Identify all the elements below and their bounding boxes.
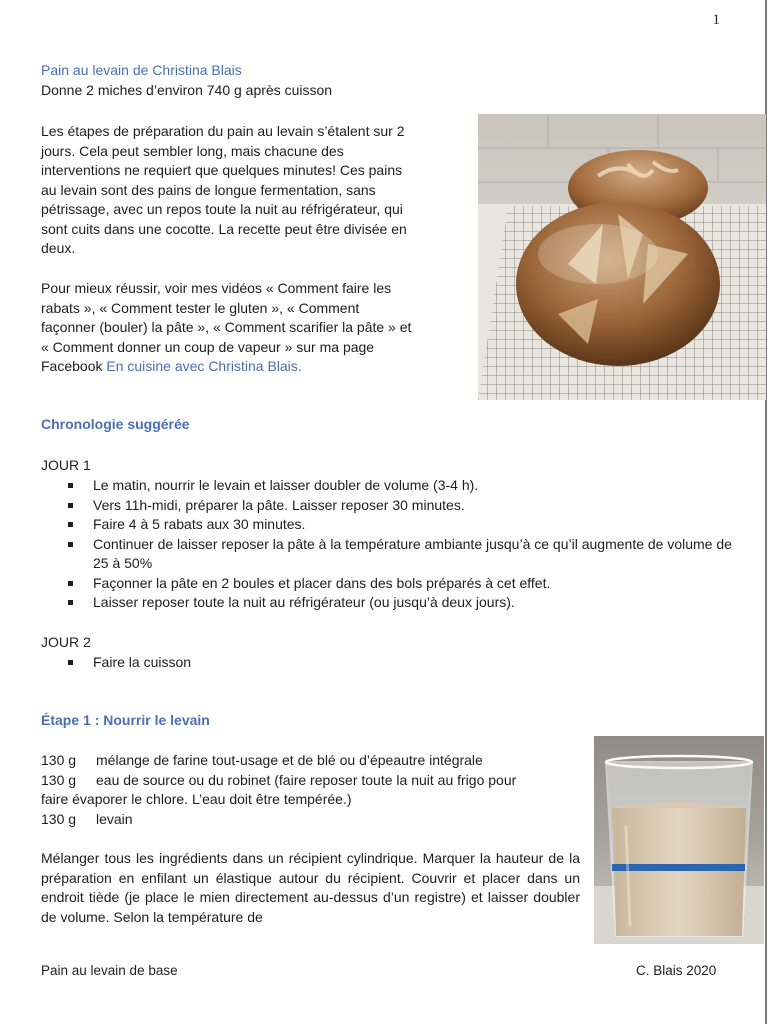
levain-jar-photo bbox=[594, 736, 764, 944]
ingredient-quantity: 130 g bbox=[41, 771, 77, 788]
day-2-label: JOUR 2 bbox=[41, 634, 91, 650]
intro-line: interventions ne requiert que quelques minutes! Ces pains bbox=[41, 162, 403, 178]
intro-line: au levain sont des pains de longue fermentation, sans bbox=[41, 181, 376, 198]
intro-line: deux. bbox=[41, 240, 76, 256]
list-item bbox=[0, 593, 733, 613]
intro-line: jours. Cela peut sembler long, mais chacune des bbox=[41, 142, 344, 159]
list-item bbox=[0, 515, 733, 535]
facebook-page-link[interactable]: En cuisine avec Christina Blais. bbox=[106, 358, 302, 374]
step-text: Faire 4 à 5 rabats aux 30 minutes. bbox=[93, 516, 306, 532]
step-text: Vers 11h-midi, préparer la pâte. Laisser reposer 30 minutes. bbox=[93, 496, 465, 513]
list-item bbox=[0, 653, 733, 673]
videos-line: « Comment donner un coup de vapeur » sur ma page bbox=[41, 338, 375, 355]
list-item bbox=[0, 574, 733, 594]
ingredient-list bbox=[41, 751, 581, 829]
step-text: Le matin, nourrir le levain et laisser doubler de volume (3-4 h). bbox=[93, 477, 479, 493]
intro-line: sont cuits dans une cocotte. La recette peut être divisée en bbox=[41, 220, 407, 237]
ingredient-row bbox=[41, 810, 581, 830]
intro-line: pétrissage, avec un repos toute la nuit au réfrigérateur, qui bbox=[41, 201, 403, 217]
ingredient-quantity: 130 g bbox=[41, 752, 77, 768]
ingredient-quantity: 130 g bbox=[41, 810, 77, 827]
day-1-label: JOUR 1 bbox=[41, 457, 91, 473]
ingredient-row bbox=[41, 771, 581, 791]
videos-line-prefix: Facebook bbox=[41, 358, 107, 374]
step-text: Façonner la pâte en 2 boules et placer dans des bols préparés à cet effet. bbox=[93, 574, 551, 591]
day-2-steps bbox=[0, 653, 733, 673]
bullet-square-icon bbox=[68, 483, 73, 488]
list-item bbox=[0, 535, 733, 574]
videos-paragraph bbox=[41, 279, 473, 377]
bullet-square-icon bbox=[68, 522, 73, 527]
intro-paragraph bbox=[41, 122, 473, 259]
videos-line: façonner (bouler) la pâte », « Comment scarifier la pâte » et bbox=[41, 319, 412, 335]
step-text: Laisser reposer toute la nuit au réfrigérateur (ou jusqu’à deux jours). bbox=[93, 594, 515, 610]
list-item bbox=[0, 476, 733, 496]
day-1-steps bbox=[0, 476, 733, 613]
bullet-square-icon bbox=[68, 600, 73, 605]
bullet-square-icon bbox=[68, 542, 73, 547]
bread-loaves-photo bbox=[478, 114, 766, 400]
footer-document-name: Pain au levain de base bbox=[41, 963, 178, 978]
ingredient-text: eau de source ou du robinet (faire reposer toute la nuit au frigo pour bbox=[96, 771, 517, 788]
bullet-square-icon bbox=[68, 660, 73, 665]
videos-line: Pour mieux réussir, voir mes vidéos « Comment faire les bbox=[41, 280, 392, 296]
ingredient-continuation bbox=[41, 790, 581, 810]
bullet-square-icon bbox=[68, 503, 73, 508]
page-number: 1 bbox=[712, 12, 720, 28]
recipe-yield: Donne 2 miches d’environ 740 g après cuisson bbox=[41, 82, 333, 98]
bullet-square-icon bbox=[68, 581, 73, 586]
ingredient-text: levain bbox=[96, 810, 133, 827]
chronologie-heading: Chronologie suggérée bbox=[41, 416, 190, 432]
ingredient-row bbox=[41, 751, 581, 771]
list-item bbox=[0, 496, 733, 516]
ingredient-text: mélange de farine tout-usage et de blé ou d’épeautre intégrale bbox=[96, 752, 483, 768]
intro-line: Les étapes de préparation du pain au levain s’étalent sur 2 bbox=[41, 123, 405, 139]
step-text: Faire la cuisson bbox=[93, 654, 192, 670]
recipe-title: Pain au levain de Christina Blais bbox=[41, 62, 242, 78]
step-text: Continuer de laisser reposer la pâte à la température ambiante jusqu’à ce qu’il augmente de volume de 25 à 50% bbox=[93, 535, 732, 571]
videos-line: rabats », « Comment tester le gluten », « Comment bbox=[41, 299, 360, 316]
ingredient-text: faire évaporer le chlore. L’eau doit être tempérée.) bbox=[41, 791, 352, 807]
method-paragraph: Mélanger tous les ingrédients dans un récipient cylindrique. Marquer la hauteur de la préparation en enfilant un élastique autour du récipient. Couvrir et placer dans un endroit tiède (je place le mien directement au-dessus d’un registre) et laisser doubler de volume. Selon la température de bbox=[41, 850, 580, 925]
footer-author-year: C. Blais 2020 bbox=[636, 963, 717, 978]
etape-1-heading: Étape 1 : Nourrir le levain bbox=[41, 712, 210, 728]
